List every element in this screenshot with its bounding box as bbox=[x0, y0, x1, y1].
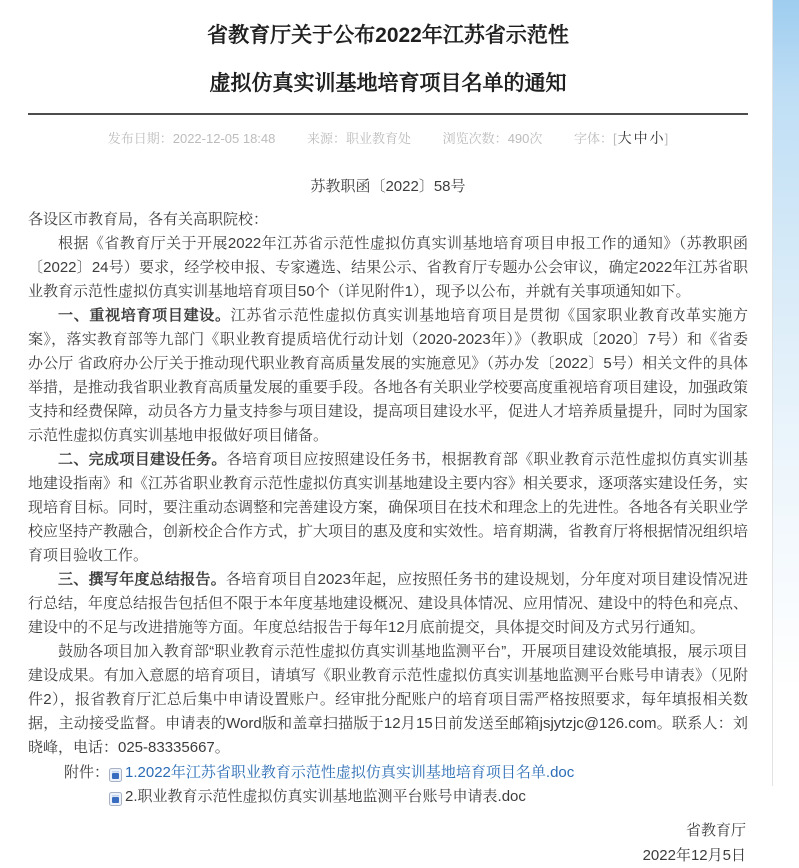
paragraph-lead: 一、重视培育项目建设。 bbox=[58, 307, 231, 324]
view-count-value: 490次 bbox=[507, 131, 543, 146]
font-size-option-1[interactable]: 大 bbox=[617, 130, 632, 146]
page-title-line1: 省教育厅关于公布2022年江苏省示范性 bbox=[207, 24, 569, 47]
attachments bbox=[28, 761, 748, 809]
title-divider bbox=[28, 113, 748, 115]
font-size-control bbox=[574, 131, 668, 146]
paragraph: 三、撰写年度总结报告。各培育项目自2023年起，应按照任务书的建设规划，分年度对项目建设情况进行总结，年度总结报告包括但不限于本年度基地建设概况、建设具体情况、应用情况、建设中的特色和亮点、建设中的不足与改进措施等方面。年度总结报告于每年12月底前提交，具体提交时间及方式另行通知。 bbox=[28, 571, 749, 636]
paragraph: 一、重视培育项目建设。江苏省示范性虚拟仿真实训基地培育项目是贯彻《国家职业教育改革实施方案》，落实教育部等九部门《职业教育提质培优行动计划（2020-2023年）》（教职成〔2020〕7号）和《省委办公厅 省政府办公厅关于推动现代职业教育高质量发展的实施意见》（苏办发〔2022〕5号）相关文件的具体举措，是推动我省职业教育高质量发展的重要手段。各地各有关职业学校要高度重视培育项目建设，加强政策支持和经费保障，动员各方力量支持参与项目建设，提高项目建设水平，促进人才培养质量提升，同时为国家示范性虚拟仿真实训基地申报做好项目储备。 bbox=[28, 307, 749, 444]
paragraphs bbox=[28, 232, 748, 760]
view-count-label: 浏览次数： bbox=[442, 131, 508, 146]
paragraph: 二、完成项目建设任务。各培育项目应按照建设任务书，根据教育部《职业教育示范性虚拟仿真实训基地建设指南》和《江苏省职业教育示范性虚拟仿真实训基地建设主要内容》相关要求，逐项落实建设任务，实现培育目标。同时，要注重动态调整和完善建设方案，确保项目在技术和理念上的先进性。各地各有关职业学校应坚持产教融合，创新校企合作方式，扩大项目的惠及度和实效性。培育期满，省教育厅将根据情况组织培育项目验收工作。 bbox=[28, 451, 749, 564]
document-body bbox=[28, 208, 748, 868]
doc-file-icon bbox=[109, 790, 122, 804]
publish-date-label: 发布日期： bbox=[107, 131, 173, 146]
paragraph: 鼓励各项目加入教育部“职业教育示范性虚拟仿真实训基地监测平台”，开展项目建设效能填报，展示项目建设成果。有加入意愿的培育项目，请填写《职业教育示范性虚拟仿真实训基地监测平台账号申请表》（见附件2），报省教育厅汇总后集中申请设置账户。经审批分配账户的培育项目需严格按照要求，每年填报相关数据，主动接受监督。申请表的Word版和盖章扫描版于12月15日前发送至邮箱jsjytzjc@126.com。联系人：刘晓峰，电话：025-83335667。 bbox=[28, 643, 748, 756]
page-title bbox=[28, 0, 748, 108]
font-size-option-2[interactable]: 中 bbox=[633, 130, 648, 146]
publish-date-value: 2022-12-05 18:48 bbox=[172, 131, 276, 146]
signature-date: 2022年12月5日 bbox=[642, 847, 746, 864]
page-side-gradient-strip bbox=[772, 0, 799, 786]
paragraph-lead: 三、撰写年度总结报告。 bbox=[58, 571, 226, 588]
view-count bbox=[443, 131, 543, 146]
font-size-option-3[interactable]: 小 bbox=[649, 130, 664, 146]
salutation: 各设区市教育局，各有关高职院校： bbox=[28, 211, 269, 228]
font-size-bracket-open: [ bbox=[613, 131, 617, 146]
publish-date bbox=[108, 131, 276, 146]
font-size-label: 字体： bbox=[574, 131, 614, 146]
attachment-row bbox=[28, 785, 748, 809]
attachment-link-1[interactable]: 1.2022年江苏省职业教育示范性虚拟仿真实训基地培育项目名单.doc bbox=[125, 764, 575, 781]
attachments-label: 附件： bbox=[64, 764, 110, 781]
font-size-options bbox=[617, 131, 665, 146]
meta-row bbox=[28, 128, 748, 148]
attachment-row bbox=[28, 761, 748, 785]
notice-content bbox=[28, 0, 750, 868]
paragraph: 根据《省教育厅关于开展2022年江苏省示范性虚拟仿真实训基地培育项目申报工作的通知》（苏教职函〔2022〕24号）要求，经学校申报、专家遴选、结果公示、省教育厅专题办公会审议，确定2022年江苏省职业教育示范性虚拟仿真实训基地培育项目50个（详见附件1），现予以公布，并就有关事项通知如下。 bbox=[28, 235, 748, 300]
doc-file-icon bbox=[109, 766, 122, 780]
attachment-link-2[interactable]: 2.职业教育示范性虚拟仿真实训基地监测平台账号申请表.doc bbox=[125, 788, 526, 805]
signature-agency: 省教育厅 bbox=[685, 822, 746, 839]
source-label: 来源： bbox=[307, 131, 347, 146]
page-title-line2: 虚拟仿真实训基地培育项目名单的通知 bbox=[209, 72, 567, 95]
signature-block bbox=[28, 818, 748, 868]
source-value: 职业教育处 bbox=[346, 131, 412, 146]
paragraph-lead: 二、完成项目建设任务。 bbox=[58, 451, 227, 468]
source bbox=[307, 131, 411, 146]
document-number: 苏教职函〔2022〕58号 bbox=[310, 178, 466, 195]
font-size-bracket-close: ] bbox=[664, 131, 669, 146]
